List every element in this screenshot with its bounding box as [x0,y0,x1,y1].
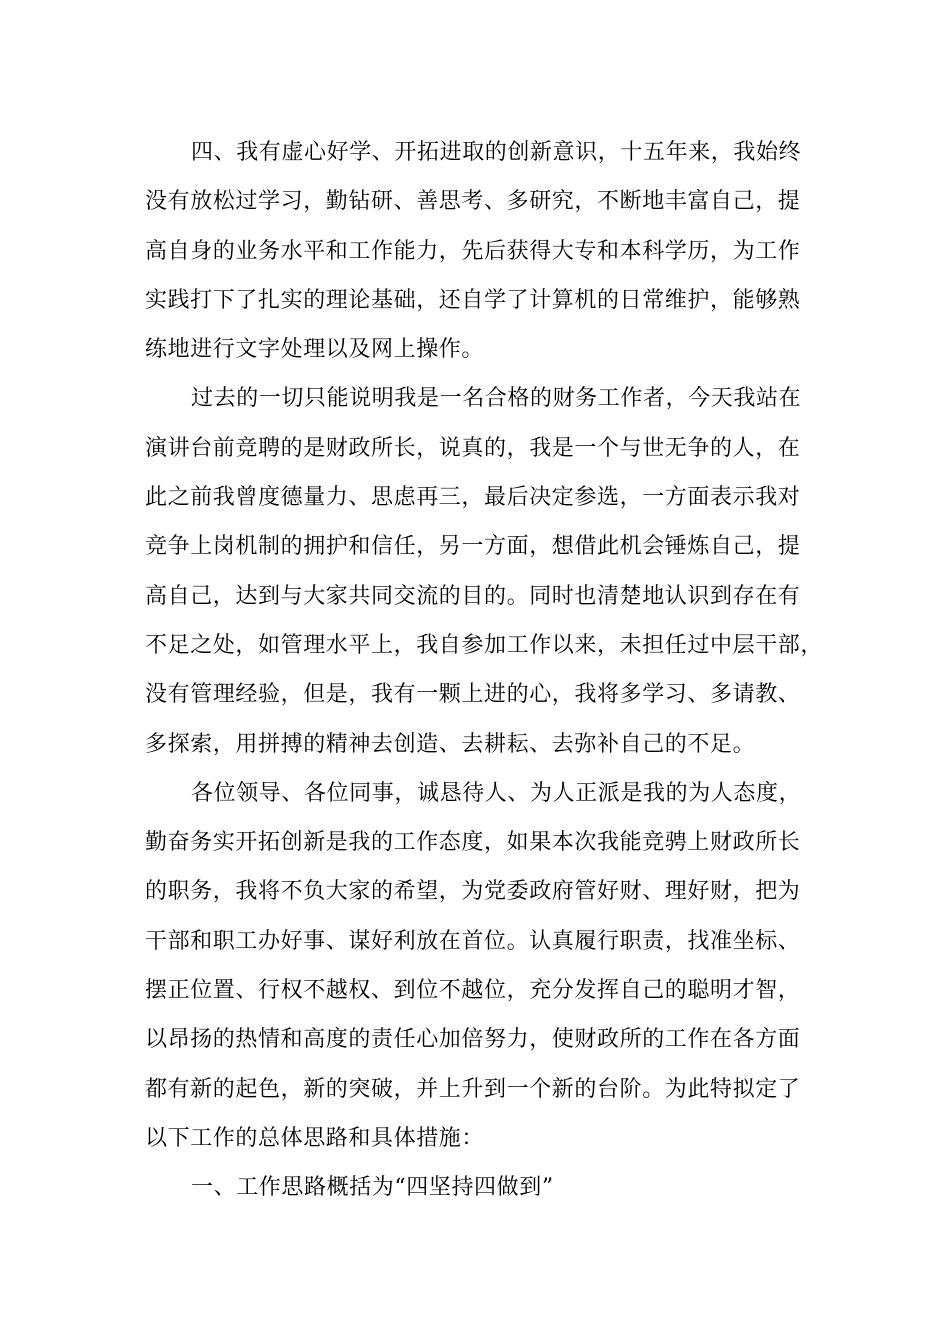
text-line: 干部和职工办好事、谋好利放在首位。认真履行职责，找准坐标、 [145,928,801,954]
text-line: 高自己，达到与大家共同交流的目的。同时也清楚地认识到存在有 [145,583,801,609]
text-line: 多探索，用拼搏的精神去创造、去耕耘、去弥补自己的不足。 [145,731,756,757]
text-line: 实践打下了扎实的理论基础，还自学了计算机的日常维护，能够熟 [145,287,801,313]
text-line: 以下工作的总体思路和具体措施： [145,1125,485,1151]
text-line: 高自身的业务水平和工作能力，先后获得大专和本科学历，为工作 [145,238,801,264]
text-line: 练地进行文字处理以及网上操作。 [145,337,485,363]
text-line: 竞争上岗机制的拥护和信任，另一方面，想借此机会锤炼自己，提 [145,534,801,560]
text-line: 摆正位置、行权不越权、到位不越位，充分发挥自己的聪明才智， [145,978,801,1004]
text-line: 一、工作思路概括为“四坚持四做到” [191,1175,554,1201]
text-line: 没有管理经验，但是，我有一颗上进的心，我将多学习、多请教、 [145,682,801,708]
text-line: 四、我有虚心好学、开拓进取的创新意识，十五年来，我始终 [191,140,802,165]
text-line: 勤奋务实开拓创新是我的工作态度，如果本次我能竞骋上财政所长 [145,830,801,856]
text-line: 各位领导、各位同事，诚恳待人、为人正派是我的为人态度， [191,780,802,806]
text-line: 都有新的起色，新的突破，并上升到一个新的台阶。为此特拟定了 [145,1076,801,1102]
text-line: 不足之处，如管理水平上，我自参加工作以来，未担任过中层干部， [145,632,824,658]
text-line: 演讲台前竞聘的是财政所长，说真的，我是一个与世无争的人，在 [145,435,801,461]
text-line: 此之前我曾度德量力、思虑再三，最后决定参选，一方面表示我对 [145,485,801,511]
document-body [145,128,824,1213]
text-line: 以昂扬的热情和高度的责任心加倍努力，使财政所的工作在各方面 [145,1027,801,1053]
text-line: 没有放松过学习，勤钻研、善思考、多研究，不断地丰富自己，提 [145,189,801,215]
text-line: 的职务，我将不负大家的希望，为党委政府管好财、理好财，把为 [145,879,801,905]
text-line: 过去的一切只能说明我是一名合格的财务工作者，今天我站在 [191,386,802,412]
